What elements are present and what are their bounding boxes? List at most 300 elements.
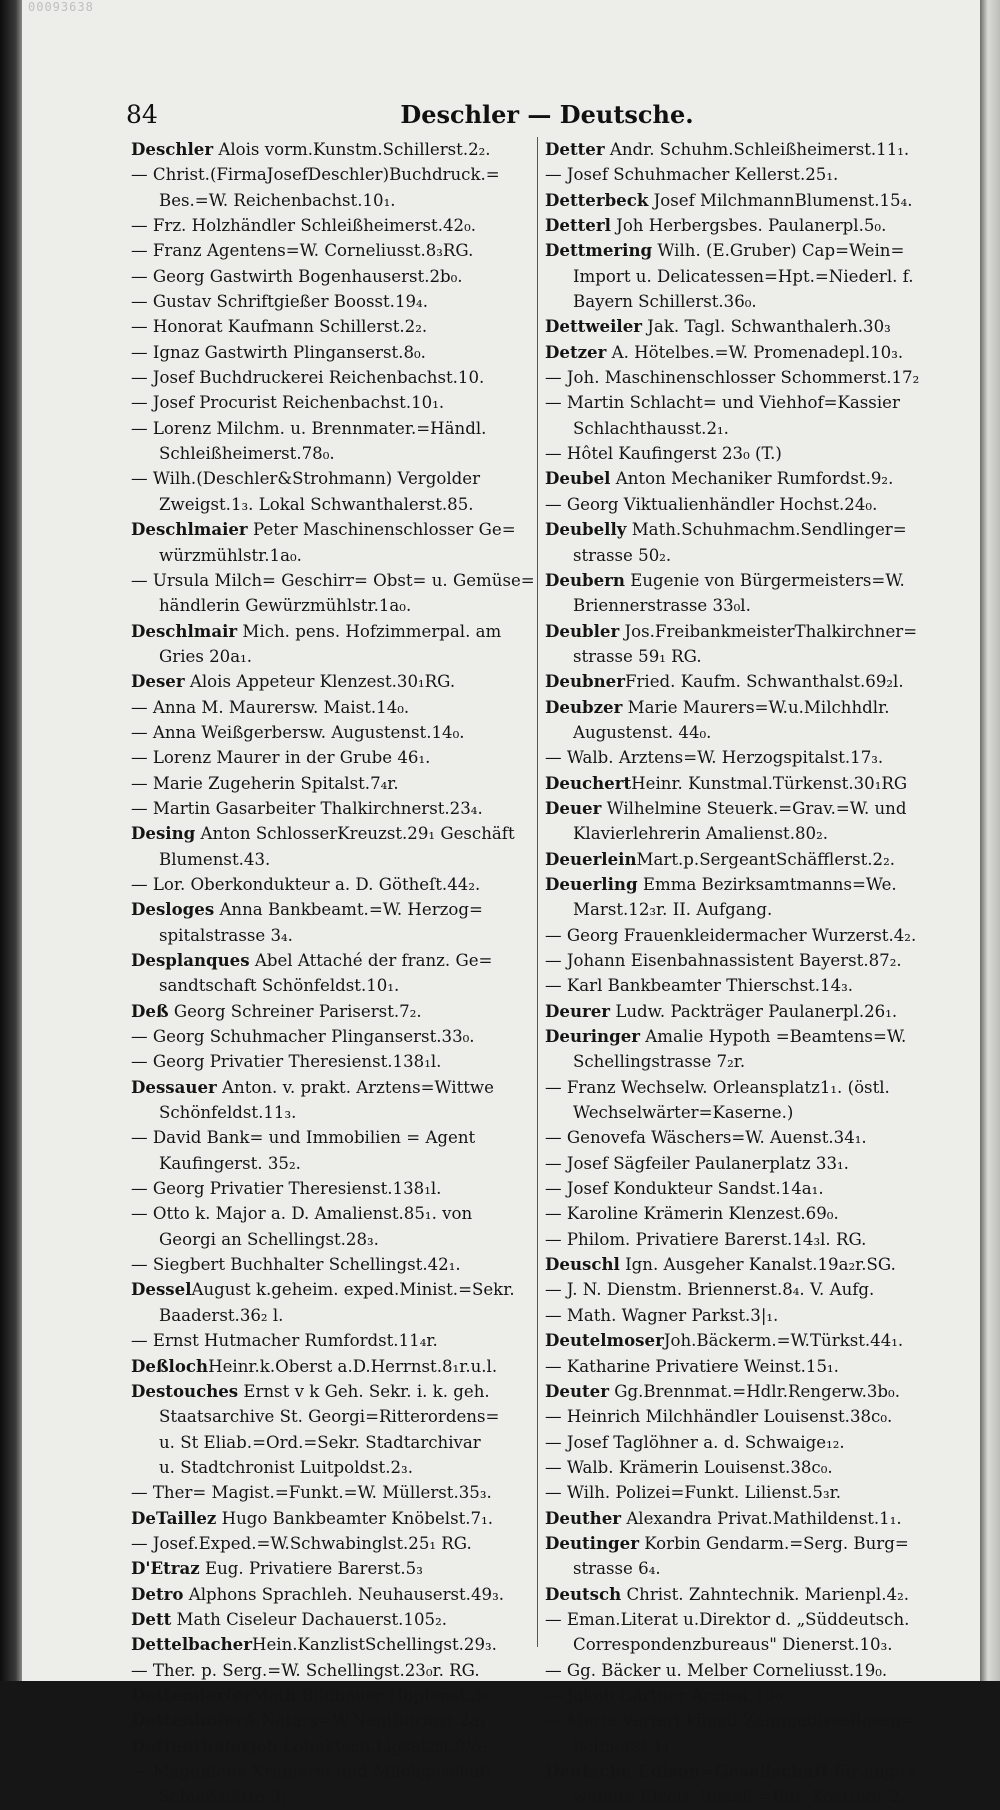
directory-entry-line [545,1784,945,1809]
entry-text: händlerin Gewürzmühlstr.1a₀. [159,596,412,616]
directory-entry-line [131,1252,531,1277]
directory-entry-line [545,1430,945,1455]
entry-text: Ernst v k Geh. Sekr. i. k. geh. [238,1381,490,1401]
entry-text: Joh.Lohnktsch.Ligsalzst.9½₁ [249,1736,489,1756]
surname-heading: Deschlmair [131,620,238,641]
surname-heading: Deschler [131,139,214,159]
directory-entry-line [545,441,945,466]
surname-heading: Dettweiler [545,316,643,337]
surname-heading: Deutelmoser [545,1330,664,1351]
surname-heading: Deuther [545,1507,622,1528]
entry-text: Georgi an Schellingst.28₃. [159,1229,379,1249]
directory-entry-line [545,1480,945,1505]
directory-entry-line [131,416,531,441]
directory-entry-line [131,948,531,973]
entry-text: — Franz Agentens=W. Corneliusst.8₃RG. [131,241,474,261]
directory-entry-line [131,872,531,897]
directory-entry-line [131,821,531,846]
directory-entry-line [131,1049,531,1074]
surname-heading: Dettendorfer [131,1684,252,1705]
surname-heading: Deubzer [545,696,623,717]
entry-text: Joh.Bäckerm.=W.Türkst.44₁. [663,1331,904,1351]
entry-text: — Magdalene Krämerei und Milchgeschäft [131,1762,493,1781]
directory-entry-line [131,264,531,289]
entry-text: — Josef.Exped.=W.Schwabinglst.25₁ RG. [131,1533,472,1553]
entry-text: — Ernst Hutmacher Rumfordst.11₄r. [131,1331,438,1351]
directory-entry-line [131,492,531,517]
entry-text: Anna Bankbeamt.=W. Herzog= [214,900,483,920]
entry-text: Anton Mechaniker Rumfordst.9₂. [610,469,894,489]
entry-text: — David Bank= und Immobilien = Agent [131,1128,476,1148]
entry-text: — Maria Verfert.künstl.ZahngebisseRosen= [545,1711,915,1731]
entry-text: Math.Bildhauer Hopfenst.3₃ [251,1685,489,1705]
directory-entry-line [131,365,531,390]
directory-entry-line [545,1049,945,1074]
entry-text: Heinr.k.Oberst a.D.Herrnst.8₁r.u.l. [208,1356,498,1376]
directory-entry-line [131,466,531,491]
surname-heading: Dett [131,1608,172,1629]
directory-entry-line [131,1683,531,1708]
directory-entry-line [545,619,945,644]
entry-text: — Lorenz Milchm. u. Brennmater.=Händl. [131,418,487,438]
entry-text: — Lor. Oberkondukteur a. D. Götheſt.44₂. [131,874,481,894]
directory-entry-line [131,796,531,821]
directory-entry-line [545,238,945,263]
directory-entry-line [545,1303,945,1328]
surname-heading: Detter [545,139,605,159]
directory-entry-line [545,1024,945,1049]
book-gutter [0,0,22,1681]
directory-entry-line [131,644,531,669]
entry-text: — Eman.Literat u.Direktor d. „Süddeutsch. [545,1609,910,1629]
directory-entry-line [545,162,945,187]
scan-id: 00093638 [28,0,94,14]
directory-entry-line [545,264,945,289]
directory-entry-line [545,137,945,162]
entry-text: Alois Appeteur Klenzest.30₁RG. [184,672,456,692]
surname-heading: Desloges [131,899,215,920]
surname-heading: Deß [131,1000,169,1021]
surname-heading: Deurer [545,1000,611,1021]
entry-text: — Genovefa Wäschers=W. Auenst.34₁. [545,1128,867,1148]
directory-entry-line [131,1151,531,1176]
directory-entry-line [131,720,531,745]
entry-text: Ign. Ausgeher Kanalst.19a₂r.SG. [619,1255,896,1275]
entry-text: Zweigst.1₃. Lokal Schwanthalerst.85. [159,494,474,514]
entry-text: Heinr. Kunstmal.Türkenst.30₁RG [631,773,908,793]
entry-text: Schellingstrasse 7₂r. [573,1052,746,1072]
directory-entry-line [131,1708,531,1733]
entry-text: Gries 20a₁. [159,646,253,666]
entry-text: Correspondenzbureaus" Dienerst.10₃. [573,1635,893,1655]
directory-entry-line [131,923,531,948]
directory-entry-line [131,340,531,365]
entry-text: — Georg Schuhmacher Plinganserst.33₀. [131,1027,475,1047]
entry-text: — Hôtel Kaufingerst 23₀ (T.) [545,444,782,464]
directory-entry-line [545,390,945,415]
directory-entry-line [545,847,945,872]
surname-heading: DeTaillez [131,1507,217,1528]
entry-text: Jak. Tagl. Schwanthalerh.30₃ [642,317,891,337]
entry-text: Bes.=W. Reichenbachst.10₁. [159,190,396,210]
entry-text: Baaderst.36₂ l. [159,1305,284,1325]
entry-text: — Heinrich Milchhändler Louisenst.38c₀. [545,1407,893,1427]
entry-text: — Josef Schuhmacher Kellerst.25₁. [545,165,839,185]
entry-text: Emma Bezirksamtmanns=We. [637,874,897,894]
directory-entry-line [545,188,945,213]
entry-text: Andr. Schuhm.Schleißheimerst.11₁. [604,140,910,159]
directory-entry-line [545,1708,945,1733]
entry-text: strasse 50₂. [573,545,672,565]
entry-text: sandtschaft Schönfeldst.10₁. [159,976,400,996]
directory-entry-line [545,720,945,745]
directory-entry-line [545,771,945,796]
entry-text: Alois vorm.Kunstm.Schillerst.2₂. [213,140,491,159]
entry-text: — Walb. Arztens=W. Herzogspitalst.17₃. [545,748,884,768]
surname-heading: Deubern [545,569,625,590]
directory-entry-line [545,923,945,948]
directory-entry-line [131,1759,531,1784]
directory-entry-line [545,1252,945,1277]
directory-entry-line [545,1607,945,1632]
entry-text: Blumenst.43. [159,849,271,869]
directory-entry-line [545,1277,945,1302]
entry-text: — Siegbert Buchhalter Schellingst.42₁. [131,1255,461,1275]
surname-heading: Dettelbacher [131,1634,252,1655]
surname-heading: Deutsche Edison=Gesellschaft [545,1761,829,1781]
directory-entry-line [131,1582,531,1607]
surname-heading: Desplanques [131,950,250,970]
directory-entry-line [545,314,945,339]
directory-entry-line [545,492,945,517]
column-divider [537,137,538,1647]
entry-text: Amalie Hypoth =Beamtens=W. [640,1027,907,1047]
directory-entry-line [131,1303,531,1328]
directory-entry-line [545,1506,945,1531]
entry-text: — Josef Buchdruckerei Reichenbachst.10. [131,368,485,388]
directory-entry-line [545,796,945,821]
entry-text: — Georg Gastwirth Bogenhauserst.2b₀. [131,266,463,286]
directory-entry-line [131,1100,531,1125]
directory-entry-line [131,188,531,213]
entry-text: — Ther. p. Serg.=W. Schellingst.23₀r. RG. [131,1660,480,1680]
entry-text: Kaufingerst. 35₂. [159,1153,301,1173]
entry-text: Staatsarchive St. Georgi=Ritterordens= [159,1407,500,1427]
entry-text: — Franz Wechselw. Orleansplatz1₁. (östl. [545,1077,890,1097]
entry-text: August k.geheim. exped.Minist.=Sekr. [191,1280,515,1300]
directory-entry-line [131,1404,531,1429]
surname-heading: Detzer [545,341,607,362]
entry-text: — Johann Eisenbahnassistent Bayerst.87₂. [545,951,902,970]
entry-text: Klavierlehrerin Amalienst.80₂. [573,824,829,844]
entry-text: Gg.Brennmat.=Hdlr.Rengerw.3b₀. [608,1381,900,1401]
entry-text: — Gg. Bäcker u. Melber Corneliusst.19₀. [545,1660,888,1680]
entry-text: — Josef Procurist Reichenbachst.10₁. [131,393,445,413]
entry-text: Bayern Schillerst.36₀. [573,292,757,312]
directory-entry-line [545,340,945,365]
directory-entry-line [545,1075,945,1100]
directory-entry-line [131,771,531,796]
directory-entry-line [545,1125,945,1150]
entry-text: Anton SchlosserKreuzst.29₁ Geschäft [195,824,515,844]
directory-entry-line [545,1227,945,1252]
surname-heading: Deuschl [545,1254,620,1275]
surname-heading: Destouches [131,1380,239,1401]
directory-entry-line [545,1151,945,1176]
entry-text: — Josef Sägfeiler Paulanerplatz 33₁. [545,1153,849,1173]
entry-text: Christ. Zahntechnik. Marienpl.4₂. [621,1584,910,1604]
entry-text: — Martin Gasarbeiter Thalkirchnerst.23₄. [131,798,483,818]
entry-text: Schießstätte 9₁. [159,1787,293,1807]
entry-text: strasse 59₁ RG. [573,646,702,666]
entry-text: Wilhelmine Steuerk.=Grav.=W. und [601,798,907,818]
entry-text: wandte Electr. Install.=Bur. Kostthor 2. [573,1787,906,1807]
surname-heading: Dettenhofer [131,1710,244,1731]
directory-entry-line [131,897,531,922]
directory-entry-line [131,1734,531,1759]
entry-text: — Wilh.(Deschler&Strohmann) Vergolder [131,469,481,489]
directory-entry-line [545,973,945,998]
entry-text: — Georg Viktualienhändler Hochst.24₀. [545,494,878,514]
surname-heading: Deser [131,671,185,692]
directory-entry-line [545,1354,945,1379]
directory-entry-line [131,1379,531,1404]
directory-entry-line [131,162,531,187]
entry-text: Peter Maschinenschlosser Ge= [247,520,516,540]
directory-entry-line [131,1227,531,1252]
directory-entry-line [131,441,531,466]
directory-entry-line [131,238,531,263]
directory-entry-line [545,1531,945,1556]
directory-entry-line [131,593,531,618]
directory-entry-line [131,1430,531,1455]
directory-entry-line [545,1100,945,1125]
directory-entry-line [545,1734,945,1759]
surname-heading: Deuter [545,1380,609,1401]
surname-heading: Deutsch [545,1583,622,1604]
entry-text: — Otto k. Major a. D. Amalienst.85₁. von [131,1204,473,1224]
directory-entry-line [131,390,531,415]
entry-text: — Anna Weißgerbersw. Augustenst.14₀. [131,722,465,742]
entry-text: Augustenst. 44₀. [573,722,712,742]
surname-heading: Deuerling [545,873,638,894]
page-number: 84 [126,100,158,129]
directory-entry-line [545,1658,945,1683]
surname-heading: Dessauer [131,1076,217,1097]
left-column [131,137,535,1810]
directory-entry-line [131,1607,531,1632]
directory-entry-line [545,1632,945,1657]
directory-entry-line [545,1404,945,1429]
entry-text: — Ignaz Gastwirth Plinganserst.8₀. [131,342,426,362]
entry-text: Mich. pens. Hofzimmerpal. am [237,621,502,641]
directory-entry-line [131,1531,531,1556]
right-column [545,137,945,1810]
entry-text: — Josef Kondukteur Sandst.14a₁. [545,1179,824,1199]
entry-text: strasse 6₄. [573,1559,661,1579]
directory-entry-line [131,695,531,720]
directory-entry-line [131,1480,531,1505]
entry-text: Math.Schuhmachm.Sendlinger= [626,520,907,540]
surname-heading: Detterbeck [545,189,649,210]
entry-text: — Anna M. Maurersw. Maist.14₀. [131,697,410,717]
entry-text: — Ther= Magist.=Funkt.=W. Müllerst.35₃. [131,1483,492,1503]
entry-text: Import u. Delicatessen=Hpt.=Niederl. f. [573,266,914,286]
directory-entry-line [131,1556,531,1581]
surname-heading: Deubler [545,620,620,641]
entry-text: A.Notars=W.Neuthurmst.2a₁ [243,1711,486,1731]
entry-text: Briennerstrasse 33₀l. [573,596,751,616]
entry-text: Georg Schreiner Pariserst.7₂. [168,1001,422,1021]
entry-text: u. St Eliab.=Ord.=Sekr. Stadtarchivar [159,1432,481,1452]
directory-entry-line [131,1354,531,1379]
surname-heading: Desing [131,823,196,844]
directory-entry-line [131,1024,531,1049]
entry-text: Wechselwärter=Kaserne.) [573,1103,794,1123]
directory-entry-line [545,644,945,669]
directory-entry-line [131,1277,531,1302]
entry-text: Korbin Gendarm.=Serg. Burg= [638,1533,909,1553]
entry-text: heimerst.1₁. [573,1736,676,1756]
surname-heading: Deubel [545,468,611,489]
entry-text: — Lorenz Maurer in der Grube 46₁. [131,748,431,768]
surname-heading: Deschlmaier [131,519,248,540]
directory-entry-line [545,593,945,618]
directory-entry-line [545,897,945,922]
directory-entry-line [131,1632,531,1657]
directory-entry-line [131,1075,531,1100]
entry-text: würzmühlstr.1a₀. [159,545,302,565]
directory-entry-line [545,999,945,1024]
entry-text: u. Stadtchronist Luitpoldst.2₃. [159,1457,413,1477]
directory-entry-line [131,1784,531,1809]
entry-text: Eugenie von Bürgermeisters=W. [624,570,905,590]
entry-text: Abel Attaché der franz. Ge= [249,951,493,970]
page-stack-edge [980,0,1000,1681]
directory-entry-line [131,289,531,314]
entry-text: — Georg Privatier Theresienst.138₁l. [131,1052,442,1072]
entry-text: Alphons Sprachleh. Neuhauserst.49₃. [183,1584,505,1604]
entry-text: Anton. v. prakt. Arztens=Wittwe [216,1077,494,1097]
directory-entry-line [545,695,945,720]
entry-text: — Katharine Privatiere Weinst.15₁. [545,1356,839,1376]
entry-text: Wilh. (E.Gruber) Cap=Wein= [652,241,905,261]
directory-entry-line [131,517,531,542]
entry-text: Math Ciseleur Dachauerst.105₂. [171,1609,447,1629]
directory-entry-line [131,847,531,872]
directory-entry-line [131,1506,531,1531]
directory-entry-line [545,821,945,846]
directory-entry-line [131,1328,531,1353]
entry-text: Jos.FreibankmeisterThalkirchner= [619,621,918,641]
entry-text: — Frz. Holzhändler Schleißheimerst.42₀. [131,216,477,236]
surname-heading: Deubelly [545,519,627,540]
directory-entry-line [545,669,945,694]
directory-entry-line [545,466,945,491]
directory-entry-line [131,314,531,339]
entry-text: Joh Herbergsbes. Paulanerpl.5₀. [610,216,887,236]
directory-entry-line [545,289,945,314]
directory-entry-line [545,1556,945,1581]
entry-text: Schleißheimerst.78₀. [159,444,335,464]
directory-entry-line [545,568,945,593]
entry-text: Hugo Bankbeamter Knöbelst.7₁. [216,1508,494,1528]
directory-entry-line [545,365,945,390]
entry-text: — Gustav Schriftgießer Boosst.19₄. [131,292,428,312]
surname-heading: Deuerlein [545,848,637,869]
directory-entry-line [131,1201,531,1226]
entry-text: — Ursula Milch= Geschirr= Obst= u. Gemüse= [131,570,535,590]
entry-text: A. Hötelbes.=W. Promenadepl.10₃. [606,342,904,362]
entry-text: — Math. Wagner Parkst.3|₁. [545,1305,779,1325]
directory-entry-line [545,745,945,770]
directory-entry-line [131,137,531,162]
directory-entry-line [131,973,531,998]
directory-entry-line [545,1759,945,1784]
directory-entry-line [131,213,531,238]
entry-text: Schlachthausst.2₁. [573,418,729,438]
directory-entry-line [131,1455,531,1480]
directory-entry-line [545,1328,945,1353]
directory-entry-line [545,872,945,897]
directory-entry-line [545,416,945,441]
directory-entry-line [131,1176,531,1201]
entry-text: — Marie Zugeherin Spitalst.7₄r. [131,773,399,793]
entry-text: Marie Maurers=W.u.Milchhdlr. [622,697,890,717]
directory-entry-line [545,1201,945,1226]
directory-entry-line [131,619,531,644]
directory-entry-line [545,1379,945,1404]
directory-entry-line [545,948,945,973]
entry-text: Mart.p.SergeantSchäfflerst.2₂. [636,849,896,869]
entry-text: — Karoline Krämerin Klenzest.69₀. [545,1204,839,1224]
directory-entry-line [131,1658,531,1683]
entry-text: Hein.KanzlistSchellingst.29₃. [251,1635,497,1655]
surname-heading: Deßloch [131,1355,209,1376]
entry-text: — Walb. Krämerin Louisenst.38c₀. [545,1457,833,1477]
directory-entry-line [131,999,531,1024]
surname-heading: Deuringer [545,1026,641,1047]
surname-heading: Deuchert [545,772,632,793]
surname-heading: Detro [131,1583,184,1604]
directory-entry-line [131,669,531,694]
entry-text: Josef MilchmannBlumenst.15₄. [648,190,913,210]
entry-text: — Christ.(FirmaJosefDeschler)Buchdruck.= [131,165,500,185]
surname-heading: D'Etraz [131,1558,200,1579]
directory-entry-line [545,213,945,238]
directory-entry-line [131,568,535,593]
entry-text: — Karl Bankbeamter Thierschst.14₃. [545,976,854,996]
entry-text: Alexandra Privat.Mathildenst.1₁. [621,1508,902,1528]
entry-text: — Georg Privatier Theresienst.138₁l. [131,1179,442,1199]
surname-heading: Deubner [545,671,625,692]
entry-text: spitalstrasse 3₄. [159,925,293,945]
surname-heading: Detterl [545,215,611,236]
entry-text: Marst.12₃r. II. Aufgang. [573,900,773,920]
entry-text: — Wilh. Polizei=Funkt. Lilienst.5₃r. [545,1483,842,1503]
surname-heading: Dettenthaler [131,1735,250,1756]
surname-heading: Dettmering [545,240,653,261]
directory-entry-line [131,543,531,568]
directory-entry-line [131,745,531,770]
entry-text: Eug. Privatiere Barerst.5₃ [199,1559,423,1579]
surname-heading: Deutinger [545,1532,639,1553]
directory-entry-line [545,1455,945,1480]
entry-text: — Jakob Gärtner Arcisst.15₀. [545,1685,788,1705]
directory-page [22,0,980,1807]
entry-text: — Martin Schlacht= und Viehhof=Kassier [545,393,900,413]
entry-text: — J. N. Dienstm. Briennerst.8₄. V. Aufg. [545,1280,875,1300]
